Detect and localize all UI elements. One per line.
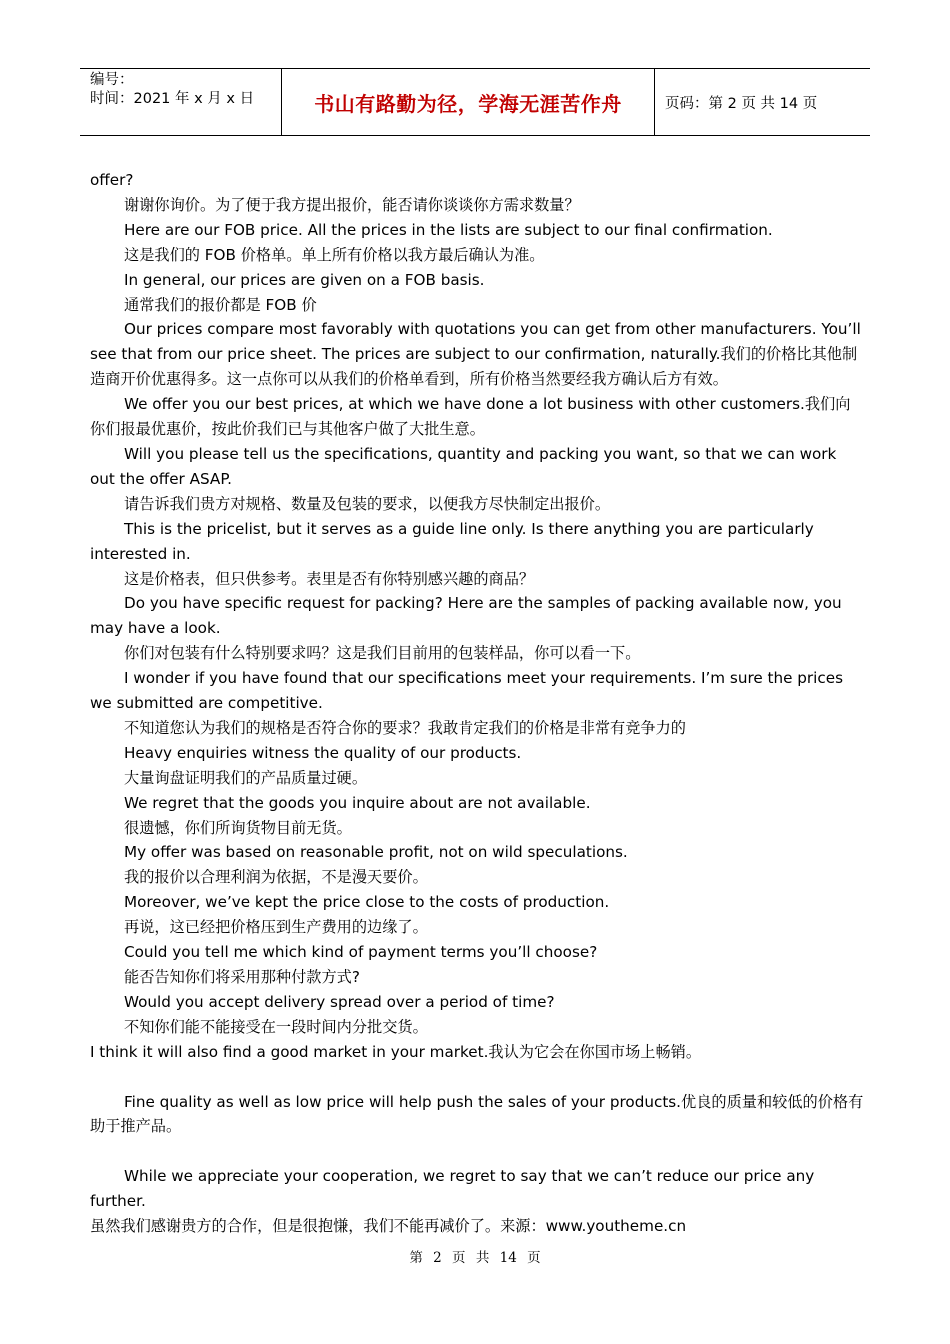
- paragraph: 谢谢你询价。为了便于我方提出报价，能否请你谈谈你方需求数量？: [124, 195, 580, 214]
- paragraph: 很遗憾，你们所询货物目前无货。: [124, 818, 352, 837]
- paragraph: 不知你们能不能接受在一段时间内分批交货。: [124, 1017, 428, 1036]
- paragraph: 这是价格表，但只供参考。表里是否有你特别感兴趣的商品？: [124, 569, 535, 588]
- paragraph: 你们对包装有什么特别要求吗？这是我们目前用的包装样品，你可以看一下。: [124, 644, 641, 663]
- paragraph: In general, our prices are given on a FOB basis.: [124, 270, 485, 289]
- paragraph: This is the pricelist, but it serves as a guide line only. Is there anything you are particularly interested in.: [90, 519, 814, 563]
- paragraph: We regret that the goods you inquire about are not available.: [124, 793, 591, 812]
- paragraph: 通常我们的报价都是 FOB 价: [124, 295, 317, 314]
- paragraph: 我的报价以合理利润为依据，不是漫天要价。: [124, 868, 428, 887]
- paragraph: Could you tell me which kind of payment terms you’ll choose?: [124, 943, 598, 962]
- paragraph: 能否告知你们将采用那种付款方式?: [124, 968, 360, 986]
- paragraph: Will you please tell us the specifications, quantity and packing you want, so that we can work out the offer ASAP.: [90, 444, 837, 488]
- paragraph: While we appreciate your cooperation, we regret to say that we can’t reduce our price any further.: [90, 1167, 815, 1211]
- paragraph: I think it will also find a good market in your market.我认为它会在你国市场上畅销。: [90, 1042, 702, 1061]
- paragraph: 请告诉我们贵方对规格、数量及包装的要求，以便我方尽快制定出报价。: [124, 494, 610, 513]
- paragraph: We offer you our best prices, at which we have done a lot business with other customers.我们向你们报最优惠价，按此价我们已与其他客户做了大批生意。: [90, 395, 851, 439]
- paragraph: 大量询盘证明我们的产品质量过硬。: [124, 768, 367, 787]
- paragraph: Fine quality as well as low price will help push the sales of your products.优良的质量和较低的价格有助于推产品。: [90, 1092, 864, 1136]
- paragraph: Heavy enquiries witness the quality of our products.: [124, 743, 522, 762]
- paragraph: Do you have specific request for packing? Here are the samples of packing available now, you may have a look.: [90, 594, 842, 638]
- paragraph: Would you accept delivery spread over a period of time?: [124, 992, 555, 1011]
- document-number: 编号：: [90, 72, 134, 88]
- blank-line: [90, 1065, 865, 1090]
- page-header: [80, 68, 870, 136]
- header-motto: 书山有路勤为径，学海无涯苦作舟: [282, 69, 655, 135]
- paragraph: 不知道您认为我们的规格是否符合你的要求？我敢肯定我们的价格是非常有竞争力的: [124, 718, 686, 737]
- document-date: 时间：2021 年 x 月 x 日: [90, 91, 255, 107]
- blank-line: [90, 1139, 865, 1164]
- header-page-number: 页码：第 2 页 共 14 页: [665, 95, 818, 112]
- paragraph: offer?: [90, 171, 134, 189]
- paragraph: 虽然我们感谢贵方的合作，但是很抱慊，我们不能再减价了。来源：www.youtheme.cn: [90, 1217, 687, 1236]
- paragraph: Here are our FOB price. All the prices in the lists are subject to our final confirmation.: [124, 220, 773, 239]
- paragraph: Moreover, we’ve kept the price close to the costs of production.: [124, 893, 610, 912]
- document-body: [90, 168, 865, 1239]
- paragraph: My offer was based on reasonable profit, not on wild speculations.: [124, 843, 628, 862]
- paragraph: 再说，这已经把价格压到生产费用的边缘了。: [124, 918, 428, 937]
- paragraph: Our prices compare most favorably with quotations you can get from other manufacturers. You’ll see that from our price sheet. The prices are subject to our confirmation, naturally.我们的价格比其他制造商开价优惠得多。这一点你可以从我们的价格单看到，所有价格当然要经我方确认后方有效。: [90, 320, 861, 389]
- paragraph: I wonder if you have found that our specifications meet your requirements. I’m sure the prices we submitted are competitive.: [90, 669, 843, 713]
- paragraph: 这是我们的 FOB 价格单。单上所有价格以我方最后确认为准。: [124, 245, 545, 264]
- header-meta: [80, 69, 282, 135]
- page-footer: 第 2 页 共 14 页: [409, 1250, 541, 1266]
